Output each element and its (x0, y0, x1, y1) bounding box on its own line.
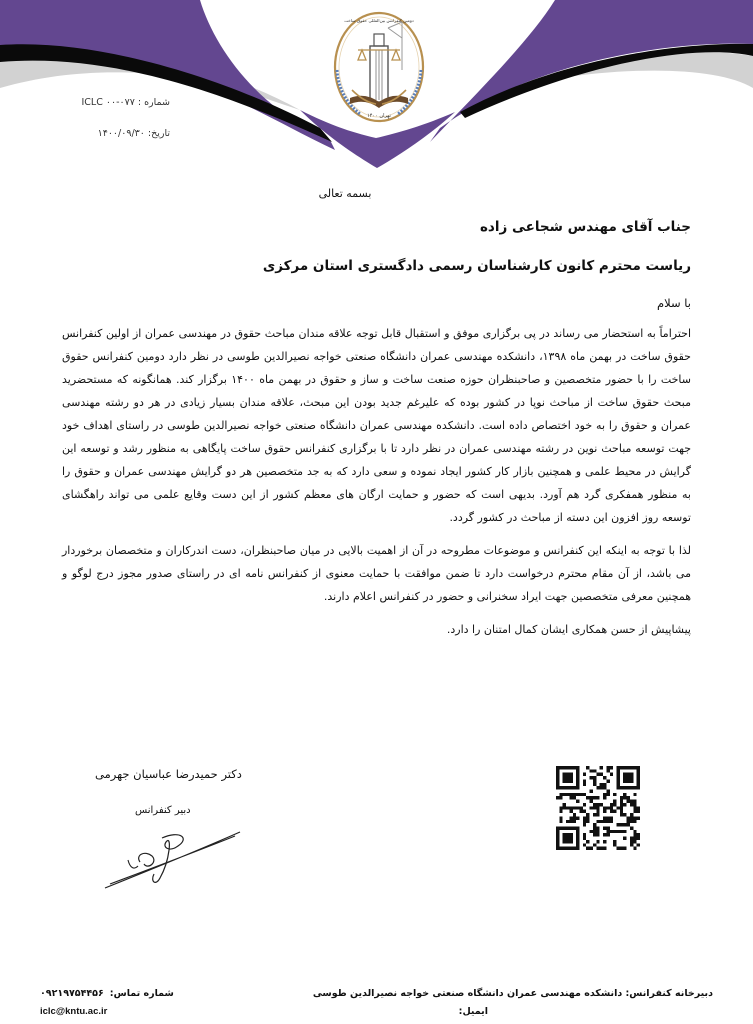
qr-code-icon (556, 766, 640, 850)
handwritten-signature-icon (100, 822, 245, 892)
footer-email-label: ایمیل: (458, 1006, 488, 1017)
closing-line: پیشاپیش از حسن همکاری ایشان کمال امتنان را دارد. (446, 623, 691, 636)
logo-bottom-text: تهران ۱۴۰۰ (367, 113, 391, 119)
footer-email-value[interactable]: iclc@kntu.ac.ir (40, 1006, 108, 1017)
letter-number-label: شماره : (137, 97, 170, 108)
basmala: بسمه تعالی (318, 187, 372, 200)
signer-name: دکتر حمیدرضا عباسیان جهرمی (95, 767, 242, 781)
footer-phone-value[interactable]: ۰۹۲۱۹۷۵۴۴۵۶ (40, 988, 104, 999)
footer-address: دبیرخانه کنفرانس: دانشکده مهندسی عمران دانشگاه صنعتی خواجه نصیرالدین طوسی (312, 988, 713, 999)
body-paragraph-1: احتراماً به استحضار می رساند در پی برگزاری موفق و استقبال قابل توجه علاقه مندان مباحث حقوق در مهندسی عمران از اولین کنفرانس حقوق ساخت در بهمن ماه ۱۳۹۸، دانشکده مهندسی عمران دانشگاه صنعتی خواجه نصیرالدین طوسی در نظر دارد دومین کنفرانس حقوق ساخت را با حضور متخصصین و صاحبنظران حوزه صنعت ساخت و ساز و حقوق در بهمن ماه ۱۴۰۰ برگزار کند. همانگونه که مستحضرید مبحث حقوق ساخت از مباحث نوپا در کشور بوده که علیرغم جدید بودن این مبحث، علاقه مندان بسیار زیادی در هر دو رشته مهندسی عمران و حقوق را به خود اختصاص داده است. دانشکده مهندسی عمران دانشگاه صنعتی خواجه نصیرالدین طوسی در راستای اهداف خود جهت توسعه مباحث نوین در رشته مهندسی عمران در نظر دارد تا با برگزاری کنفرانس حقوق ساخت پایگاهی به منظور رشد و توسعه این گرایش در محیط علمی و همچنین بازار کار کشور ایجاد نموده و سعی دارد که به جد متخصصین هر دو گرایش مهندسی عمران و حقوق را به منظور همفکری گرد هم آورد. بدیهی است که حضور و حمایت ارگان های معظم کشور از این دست وقایع علمی می تواند راهگشای توسعه روز افزون این دسته از مباحث در کشور گردد. (62, 327, 691, 524)
addressee-name: جناب آقای مهندس شجاعی زاده (479, 219, 691, 235)
addressee-title: ریاست محترم کانون کارشناسان رسمی دادگستری استان مرکزی (262, 258, 691, 274)
conference-logo (320, 8, 438, 126)
body-paragraph-2: لذا با توجه به اینکه این کنفرانس و موضوعات مطروحه در آن از اهمیت بالایی در میان صاحبنظران، دست اندرکاران و متخصصان برخوردار می باشد، از آن مقام محترم درخواست دارد تا ضمن موافقت با حمایت معنوی از کنفرانس نامه ای در راستای صدور مجوز درج لوگو و همچنین معرفی متخصصین جهت ایراد سخنرانی و حضور در کنفرانس اعلام دارند. (62, 544, 691, 603)
greeting: با سلام (657, 296, 691, 310)
footer-email-row (40, 1006, 713, 1017)
letter-number-value: ICLC ۰۰-۰۷۷ (81, 97, 135, 108)
footer-contact-row (40, 988, 713, 999)
letter-date-label: تاریخ: (147, 128, 170, 139)
letter-number (40, 97, 170, 108)
logo-ring-text: دومین کنفرانس بین‌المللی حقوق ساخت (344, 18, 414, 23)
signer-role: دبیر کنفرانس (135, 805, 191, 816)
letter-date-value: ۱۴۰۰/۰۹/۳۰ (97, 128, 145, 139)
letter-body (62, 322, 691, 641)
footer-phone-label: شماره تماس: (109, 988, 174, 999)
letter-date (40, 128, 170, 139)
